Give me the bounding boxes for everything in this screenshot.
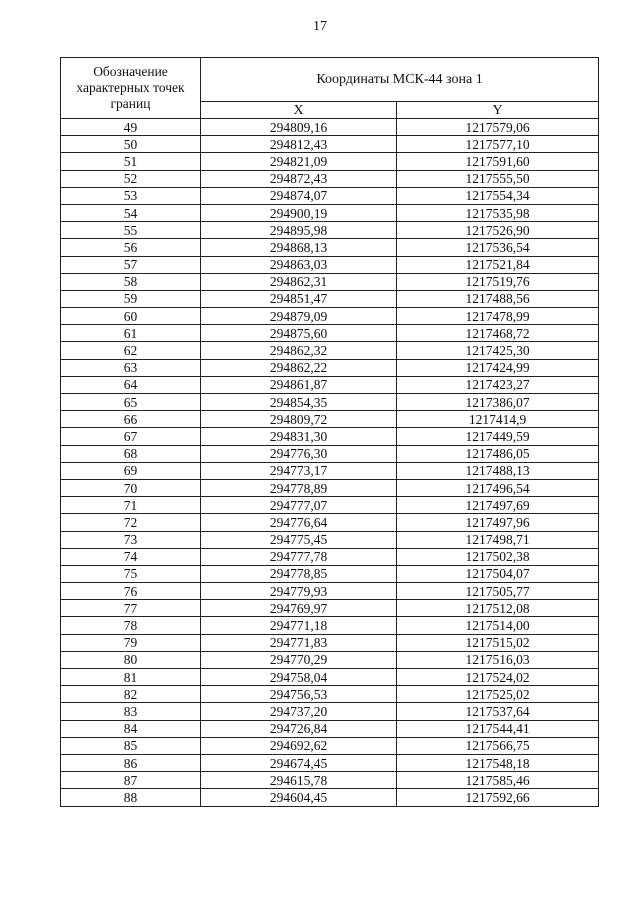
table-row xyxy=(61,634,599,651)
point-number-cell: 81 xyxy=(61,669,201,686)
point-number-cell: 59 xyxy=(61,290,201,307)
x-coordinate-cell: 294777,78 xyxy=(201,548,397,565)
table-header xyxy=(61,58,599,119)
x-coordinate-cell: 294874,07 xyxy=(201,187,397,204)
y-coordinate-cell: 1217497,69 xyxy=(397,497,599,514)
x-coordinate-cell: 294692,62 xyxy=(201,737,397,754)
y-coordinate-cell: 1217579,06 xyxy=(397,119,599,136)
point-number-cell: 61 xyxy=(61,325,201,342)
x-coordinate-cell: 294778,85 xyxy=(201,565,397,582)
y-coordinate-cell: 1217524,02 xyxy=(397,669,599,686)
x-coordinate-cell: 294737,20 xyxy=(201,703,397,720)
x-coordinate-cell: 294863,03 xyxy=(201,256,397,273)
point-number-cell: 58 xyxy=(61,273,201,290)
x-coordinate-cell: 294862,31 xyxy=(201,273,397,290)
x-coordinate-cell: 294769,97 xyxy=(201,600,397,617)
table-row xyxy=(61,359,599,376)
point-number-cell: 65 xyxy=(61,394,201,411)
point-number-cell: 83 xyxy=(61,703,201,720)
x-coordinate-cell: 294879,09 xyxy=(201,308,397,325)
table-row xyxy=(61,720,599,737)
y-coordinate-cell: 1217548,18 xyxy=(397,754,599,771)
table-row xyxy=(61,170,599,187)
point-number-cell: 57 xyxy=(61,256,201,273)
point-number-cell: 69 xyxy=(61,462,201,479)
x-coordinate-cell: 294770,29 xyxy=(201,651,397,668)
table-row xyxy=(61,548,599,565)
y-coordinate-cell: 1217544,41 xyxy=(397,720,599,737)
table-row xyxy=(61,462,599,479)
table-row xyxy=(61,222,599,239)
x-coordinate-cell: 294831,30 xyxy=(201,428,397,445)
table-row xyxy=(61,754,599,771)
x-coordinate-cell: 294875,60 xyxy=(201,325,397,342)
point-number-cell: 72 xyxy=(61,514,201,531)
x-coordinate-cell: 294674,45 xyxy=(201,754,397,771)
point-number-cell: 62 xyxy=(61,342,201,359)
y-coordinate-cell: 1217515,02 xyxy=(397,634,599,651)
table-row xyxy=(61,187,599,204)
x-coordinate-cell: 294851,47 xyxy=(201,290,397,307)
y-coordinate-cell: 1217566,75 xyxy=(397,737,599,754)
point-number-cell: 78 xyxy=(61,617,201,634)
table-row xyxy=(61,497,599,514)
point-number-cell: 86 xyxy=(61,754,201,771)
y-coordinate-cell: 1217535,98 xyxy=(397,204,599,221)
y-coordinate-cell: 1217537,64 xyxy=(397,703,599,720)
table-row xyxy=(61,325,599,342)
coordinates-table xyxy=(60,57,599,807)
table-row xyxy=(61,531,599,548)
table-row xyxy=(61,342,599,359)
x-coordinate-cell: 294900,19 xyxy=(201,204,397,221)
x-coordinate-cell: 294821,09 xyxy=(201,153,397,170)
point-number-cell: 74 xyxy=(61,548,201,565)
table-row xyxy=(61,256,599,273)
table-row xyxy=(61,239,599,256)
table-row xyxy=(61,290,599,307)
x-coordinate-cell: 294861,87 xyxy=(201,376,397,393)
table-row xyxy=(61,479,599,496)
table-row xyxy=(61,737,599,754)
point-number-cell: 52 xyxy=(61,170,201,187)
y-coordinate-cell: 1217423,27 xyxy=(397,376,599,393)
y-coordinate-cell: 1217525,02 xyxy=(397,686,599,703)
y-coordinate-cell: 1217478,99 xyxy=(397,308,599,325)
point-number-cell: 70 xyxy=(61,479,201,496)
x-coordinate-cell: 294895,98 xyxy=(201,222,397,239)
y-coordinate-cell: 1217449,59 xyxy=(397,428,599,445)
point-number-cell: 77 xyxy=(61,600,201,617)
table-row xyxy=(61,153,599,170)
header-point-designation: Обозначение характерных точек границ xyxy=(61,58,201,119)
point-number-cell: 51 xyxy=(61,153,201,170)
point-number-cell: 71 xyxy=(61,497,201,514)
x-coordinate-cell: 294615,78 xyxy=(201,772,397,789)
y-coordinate-cell: 1217498,71 xyxy=(397,531,599,548)
y-coordinate-cell: 1217554,34 xyxy=(397,187,599,204)
table-row xyxy=(61,308,599,325)
table-row xyxy=(61,204,599,221)
point-number-cell: 88 xyxy=(61,789,201,806)
x-coordinate-cell: 294872,43 xyxy=(201,170,397,187)
x-coordinate-cell: 294604,45 xyxy=(201,789,397,806)
y-coordinate-cell: 1217521,84 xyxy=(397,256,599,273)
page-number: 17 xyxy=(313,19,327,34)
table-row xyxy=(61,772,599,789)
header-coordinates: Координаты МСК-44 зона 1 xyxy=(201,58,599,102)
y-coordinate-cell: 1217514,00 xyxy=(397,617,599,634)
y-coordinate-cell: 1217497,96 xyxy=(397,514,599,531)
x-coordinate-cell: 294758,04 xyxy=(201,669,397,686)
point-number-cell: 84 xyxy=(61,720,201,737)
table-row xyxy=(61,789,599,806)
x-coordinate-cell: 294771,83 xyxy=(201,634,397,651)
x-coordinate-cell: 294776,30 xyxy=(201,445,397,462)
point-number-cell: 55 xyxy=(61,222,201,239)
table-row xyxy=(61,617,599,634)
x-coordinate-cell: 294771,18 xyxy=(201,617,397,634)
x-coordinate-cell: 294778,89 xyxy=(201,479,397,496)
y-coordinate-cell: 1217526,90 xyxy=(397,222,599,239)
point-number-cell: 60 xyxy=(61,308,201,325)
point-number-cell: 85 xyxy=(61,737,201,754)
table-row xyxy=(61,686,599,703)
table-row xyxy=(61,651,599,668)
header-y: Y xyxy=(397,102,599,119)
y-coordinate-cell: 1217502,38 xyxy=(397,548,599,565)
x-coordinate-cell: 294809,72 xyxy=(201,411,397,428)
point-number-cell: 76 xyxy=(61,583,201,600)
y-coordinate-cell: 1217536,54 xyxy=(397,239,599,256)
x-coordinate-cell: 294777,07 xyxy=(201,497,397,514)
table-row xyxy=(61,273,599,290)
y-coordinate-cell: 1217486,05 xyxy=(397,445,599,462)
x-coordinate-cell: 294809,16 xyxy=(201,119,397,136)
y-coordinate-cell: 1217516,03 xyxy=(397,651,599,668)
y-coordinate-cell: 1217468,72 xyxy=(397,325,599,342)
table-row xyxy=(61,411,599,428)
y-coordinate-cell: 1217496,54 xyxy=(397,479,599,496)
point-number-cell: 50 xyxy=(61,136,201,153)
point-number-cell: 73 xyxy=(61,531,201,548)
point-number-cell: 53 xyxy=(61,187,201,204)
point-number-cell: 75 xyxy=(61,565,201,582)
table-row xyxy=(61,600,599,617)
y-coordinate-cell: 1217425,30 xyxy=(397,342,599,359)
y-coordinate-cell: 1217414,9 xyxy=(397,411,599,428)
y-coordinate-cell: 1217519,76 xyxy=(397,273,599,290)
y-coordinate-cell: 1217592,66 xyxy=(397,789,599,806)
table-row xyxy=(61,514,599,531)
table-row xyxy=(61,583,599,600)
x-coordinate-cell: 294776,64 xyxy=(201,514,397,531)
y-coordinate-cell: 1217386,07 xyxy=(397,394,599,411)
point-number-cell: 49 xyxy=(61,119,201,136)
table-row xyxy=(61,394,599,411)
y-coordinate-cell: 1217512,08 xyxy=(397,600,599,617)
point-number-cell: 56 xyxy=(61,239,201,256)
point-number-cell: 67 xyxy=(61,428,201,445)
table-row xyxy=(61,428,599,445)
point-number-cell: 80 xyxy=(61,651,201,668)
header-x: X xyxy=(201,102,397,119)
x-coordinate-cell: 294854,35 xyxy=(201,394,397,411)
point-number-cell: 66 xyxy=(61,411,201,428)
x-coordinate-cell: 294756,53 xyxy=(201,686,397,703)
x-coordinate-cell: 294812,43 xyxy=(201,136,397,153)
y-coordinate-cell: 1217591,60 xyxy=(397,153,599,170)
point-number-cell: 54 xyxy=(61,204,201,221)
y-coordinate-cell: 1217505,77 xyxy=(397,583,599,600)
y-coordinate-cell: 1217424,99 xyxy=(397,359,599,376)
y-coordinate-cell: 1217577,10 xyxy=(397,136,599,153)
table-body xyxy=(61,119,599,807)
y-coordinate-cell: 1217555,50 xyxy=(397,170,599,187)
table-row xyxy=(61,565,599,582)
x-coordinate-cell: 294868,13 xyxy=(201,239,397,256)
point-number-cell: 87 xyxy=(61,772,201,789)
table-row xyxy=(61,445,599,462)
x-coordinate-cell: 294779,93 xyxy=(201,583,397,600)
y-coordinate-cell: 1217504,07 xyxy=(397,565,599,582)
y-coordinate-cell: 1217488,13 xyxy=(397,462,599,479)
table-row xyxy=(61,376,599,393)
y-coordinate-cell: 1217585,46 xyxy=(397,772,599,789)
point-number-cell: 68 xyxy=(61,445,201,462)
x-coordinate-cell: 294775,45 xyxy=(201,531,397,548)
table-row xyxy=(61,136,599,153)
x-coordinate-cell: 294773,17 xyxy=(201,462,397,479)
point-number-cell: 82 xyxy=(61,686,201,703)
table-row xyxy=(61,703,599,720)
y-coordinate-cell: 1217488,56 xyxy=(397,290,599,307)
x-coordinate-cell: 294862,32 xyxy=(201,342,397,359)
point-number-cell: 63 xyxy=(61,359,201,376)
table-row xyxy=(61,119,599,136)
x-coordinate-cell: 294862,22 xyxy=(201,359,397,376)
point-number-cell: 64 xyxy=(61,376,201,393)
point-number-cell: 79 xyxy=(61,634,201,651)
table-row xyxy=(61,669,599,686)
x-coordinate-cell: 294726,84 xyxy=(201,720,397,737)
